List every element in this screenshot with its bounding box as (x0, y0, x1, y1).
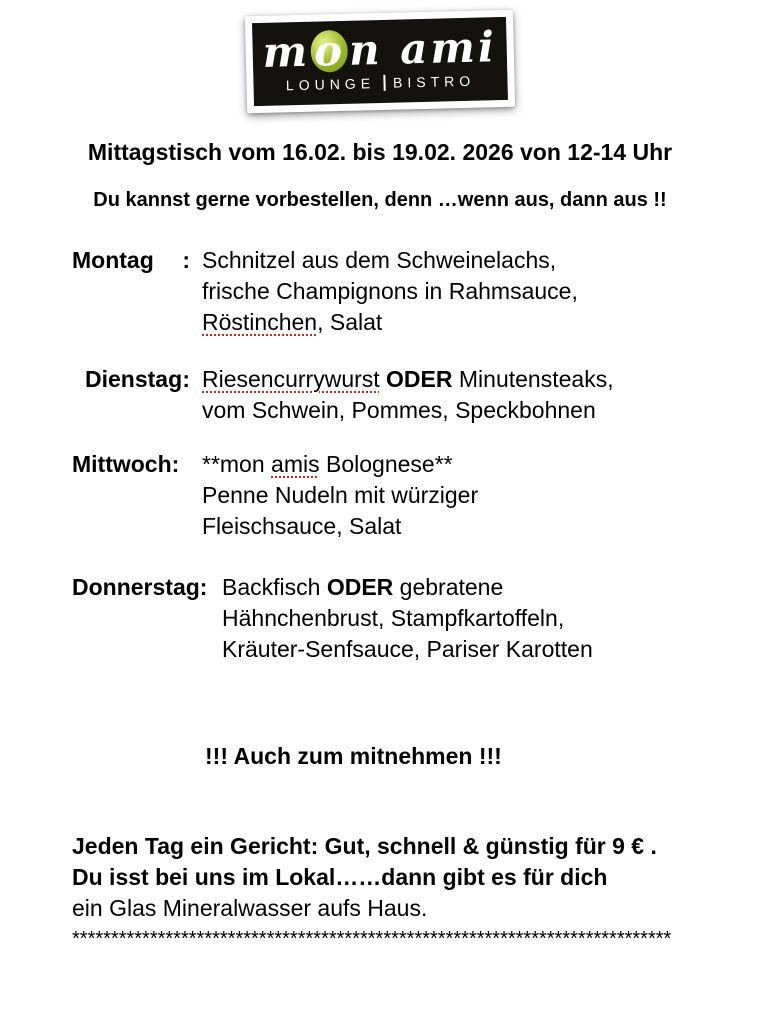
logo (245, 10, 515, 114)
dish-text: Minutensteaks, (458, 366, 614, 392)
menu-line (222, 572, 734, 603)
dish-text-spellchecked: Röstinchen (202, 309, 318, 335)
dish-text: Penne Nudeln mit würziger (202, 482, 479, 508)
menu-day-montag (72, 245, 734, 338)
preorder-note: Du kannst gerne vorbestellen, denn …wenn aus, dann aus !! (93, 189, 667, 211)
promo-line-price: Jeden Tag ein Gericht: Gut, schnell & günstig für 9 € . (72, 833, 657, 859)
menu-line (202, 480, 734, 511)
dish-text: Fleischsauce, Salat (202, 513, 402, 539)
day-word: Dienstag (85, 366, 183, 392)
promo-block (72, 831, 734, 951)
day-colon: : (182, 247, 190, 273)
menu-day-mittwoch (72, 449, 734, 542)
menu-line (202, 449, 734, 480)
day-word: Montag (72, 247, 154, 273)
day-word: Mittwoch (72, 451, 172, 477)
promo-line-dinein: Du isst bei uns im Lokal……dann gibt es für dich (72, 864, 608, 890)
logo-black-panel (252, 17, 508, 106)
menu-line (202, 395, 734, 426)
day-dishes-donnerstag (222, 572, 734, 665)
menu-line (202, 276, 734, 307)
logo-wordmark-pre: m (262, 26, 311, 77)
logo-tagline (286, 72, 476, 93)
menu-line (222, 603, 734, 634)
dish-text: , Salat (317, 309, 383, 335)
dish-text: frische Champignons in Rahmsauce, (202, 278, 578, 304)
day-colon: : (171, 451, 180, 477)
dish-text: vom Schwein, Pommes, Speckbohnen (202, 397, 596, 423)
day-dishes-dienstag (202, 364, 734, 426)
page-title: Mittagstisch vom 16.02. bis 19.02. 2026 von 12-14 Uhr (87, 139, 673, 165)
dish-text-oder: ODER (326, 574, 394, 600)
logo-wordmark-rest: n ami (348, 21, 498, 75)
logo-green-dot: o (311, 29, 349, 72)
dish-text: Schnitzel aus dem Schweinelachs, (202, 247, 557, 273)
dish-text-oder: ODER (386, 366, 453, 392)
day-label-dienstag (72, 364, 202, 426)
logo-wordmark (262, 21, 498, 77)
logo-tagline-lounge: LOUNGE (285, 74, 376, 93)
dish-text: **mon (202, 451, 265, 477)
dish-text: gebratene (399, 574, 504, 600)
dish-text: Backfisch (222, 574, 321, 600)
day-word: Donnerstag (72, 574, 200, 600)
menu-line (222, 634, 734, 665)
menu-line (202, 245, 734, 276)
day-label-donnerstag (72, 572, 222, 665)
menu-line (202, 307, 734, 338)
day-label-mittwoch (72, 449, 202, 542)
tagline-divider-bar (383, 74, 385, 90)
promo-line-water: ein Glas Mineralwasser aufs Haus. (72, 895, 428, 921)
dish-text: Hähnchenbrust, Stampfkartoffeln, (222, 605, 565, 631)
menu-day-dienstag (72, 364, 734, 426)
logo-tagline-bistro: BISTRO (392, 72, 476, 91)
menu-line (202, 511, 734, 542)
day-dishes-montag (202, 245, 734, 338)
takeaway-note: !!! Auch zum mitnehmen !!! (205, 743, 502, 769)
day-colon: : (182, 366, 190, 392)
dish-text-spellchecked: Riesencurrywurst (202, 366, 380, 392)
day-colon: : (199, 574, 208, 600)
day-label-montag (72, 245, 202, 338)
menu-day-donnerstag (72, 572, 734, 665)
day-dishes-mittwoch (202, 449, 734, 542)
dish-text: Bolognese** (326, 451, 453, 477)
dish-text-spellchecked: amis (271, 451, 320, 477)
menu-line (202, 364, 734, 395)
dish-text: Kräuter-Senfsauce, Pariser Karotten (222, 636, 593, 662)
separator-stars: ***************************************************************************** (72, 928, 672, 950)
